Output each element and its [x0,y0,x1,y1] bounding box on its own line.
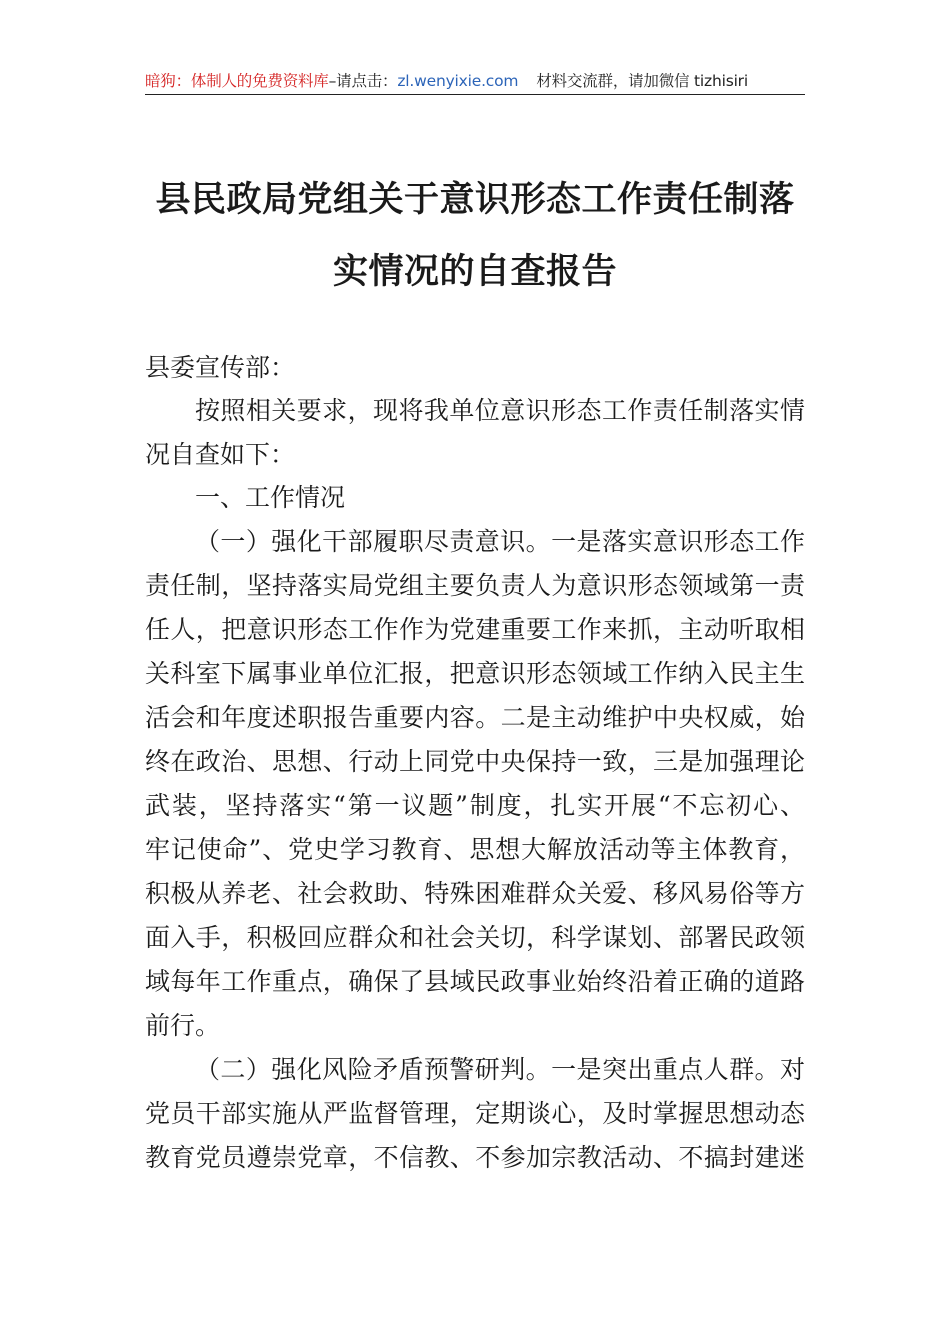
paragraph-line: 任人，把意识形态工作作为党建重要工作来抓，主动听取相 [145,615,805,644]
salutation: 县委宣传部： [145,353,296,382]
paragraph-line: （一）强化干部履职尽责意识。一是落实意识形态工作 [195,527,805,556]
document-title-line-1: 县民政局党组关于意识形态工作责任制落 [155,179,795,220]
paragraph-line: 责任制，坚持落实局党组主要负责人为意识形态领域第一责 [145,571,805,600]
paragraph-line: 积极从养老、社会救助、特殊困难群众关爱、移风易俗等方 [145,879,805,908]
header-site-name: 暗狗：体制人的免费资料库 [145,72,329,90]
paragraph-line: 党员干部实施从严监督管理，定期谈心，及时掌握思想动态 [145,1099,805,1128]
header-wechat-note: 材料交流群，请加微信 tizhisiri [536,72,748,90]
header-url-link[interactable]: zl.wenyixie.com [397,72,519,90]
section-heading: 一、工作情况 [195,483,346,512]
intro-line: 按照相关要求，现将我单位意识形态工作责任制落实情 [195,396,805,425]
page-header [145,70,805,95]
paragraph-line: 教育党员遵崇党章，不信教、不参加宗教活动、不搞封建迷 [145,1143,805,1172]
paragraph-line: 面入手，积极回应群众和社会关切，科学谋划、部署民政领 [145,923,805,952]
paragraph-line: 终在政治、思想、行动上同党中央保持一致，三是加强理论 [145,747,805,776]
paragraph-line: 活会和年度述职报告重要内容。二是主动维护中央权威，始 [145,703,805,732]
document-title-line-2: 实情况的自查报告 [332,251,617,292]
paragraph-line: 前行。 [145,1011,221,1040]
header-click-prompt: –请点击： [328,72,398,90]
paragraph-line: （二）强化风险矛盾预警研判。一是突出重点人群。对 [195,1055,805,1084]
paragraph-line: 关科室下属事业单位汇报，把意识形态领域工作纳入民主生 [145,659,805,688]
intro-line: 况自查如下： [145,440,296,469]
paragraph-line: 牢记使命”、党史学习教育、思想大解放活动等主体教育， [145,835,805,864]
paragraph-line: 域每年工作重点，确保了县域民政事业始终沿着正确的道路 [145,967,805,996]
paragraph-line: 武装，坚持落实“第一议题”制度，扎实开展“不忘初心、 [145,791,805,820]
